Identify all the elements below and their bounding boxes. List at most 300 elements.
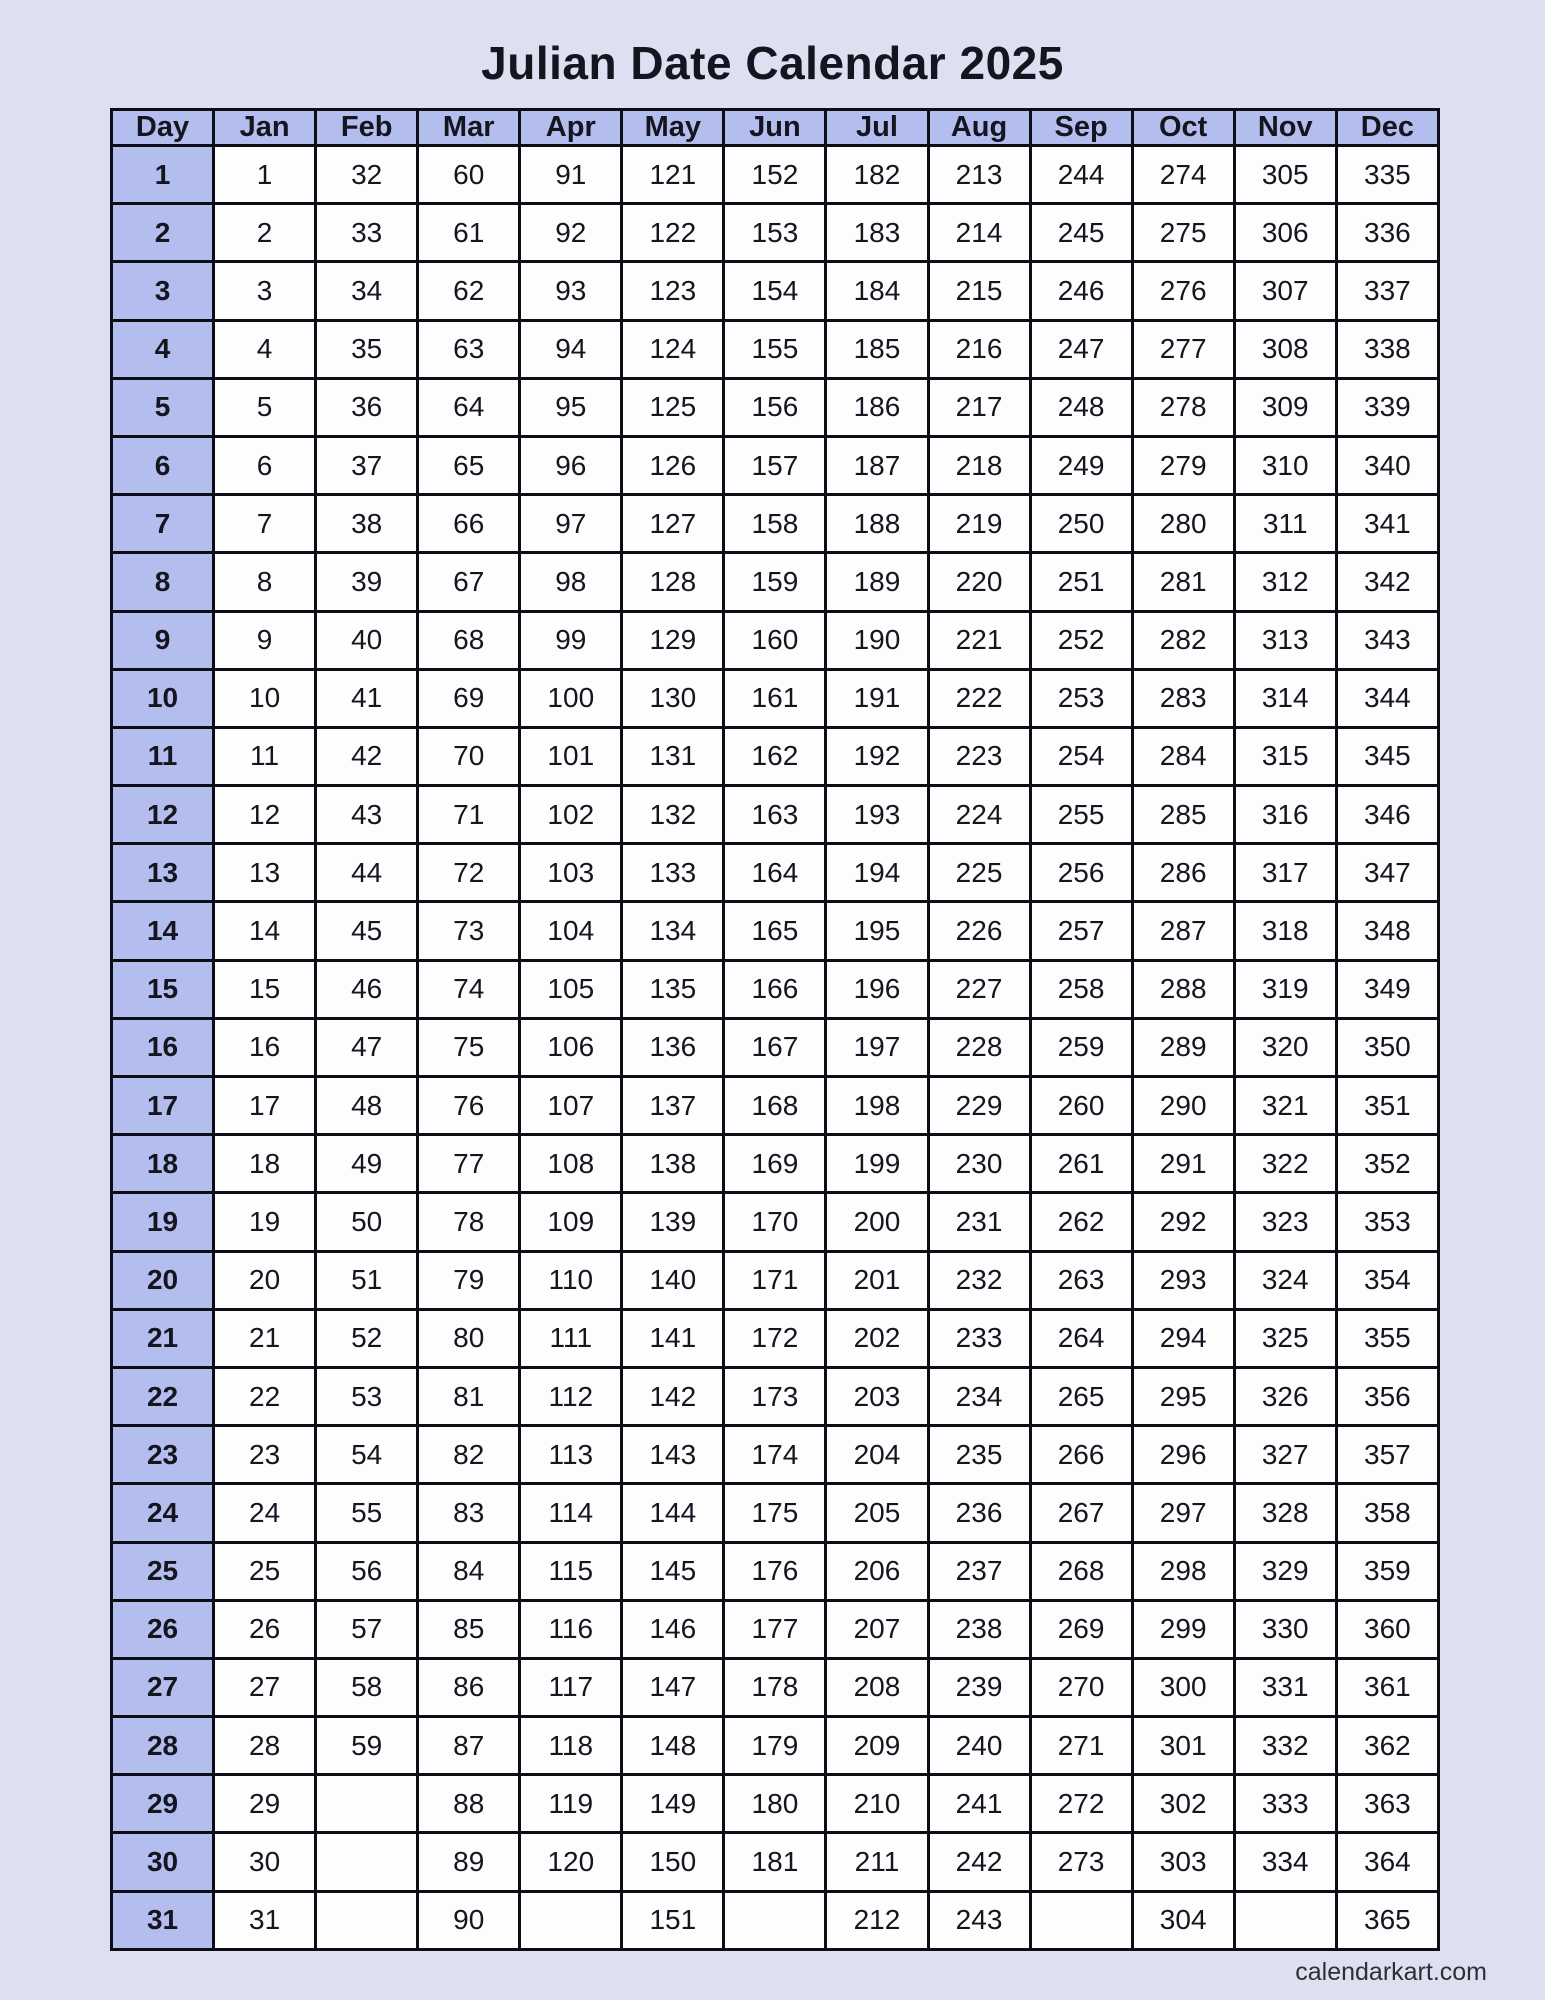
julian-date-cell: 213: [928, 146, 1030, 204]
day-cell: 12: [112, 786, 214, 844]
julian-date-cell: 159: [724, 553, 826, 611]
table-row: [112, 1193, 1439, 1251]
table-row: [112, 436, 1439, 494]
column-header-nov: Nov: [1234, 110, 1336, 146]
julian-date-cell: 194: [826, 844, 928, 902]
julian-date-cell: 61: [418, 204, 520, 262]
julian-date-cell: 291: [1132, 1135, 1234, 1193]
column-header-dec: Dec: [1336, 110, 1438, 146]
julian-date-cell: 337: [1336, 262, 1438, 320]
julian-date-cell: 302: [1132, 1775, 1234, 1833]
column-header-jul: Jul: [826, 110, 928, 146]
julian-date-cell: 263: [1030, 1251, 1132, 1309]
julian-date-cell: 227: [928, 960, 1030, 1018]
julian-date-cell: 161: [724, 669, 826, 727]
julian-date-cell: 353: [1336, 1193, 1438, 1251]
julian-date-cell: 78: [418, 1193, 520, 1251]
julian-date-cell: 177: [724, 1600, 826, 1658]
julian-date-cell: 325: [1234, 1309, 1336, 1367]
day-cell: 20: [112, 1251, 214, 1309]
julian-date-cell: 351: [1336, 1077, 1438, 1135]
julian-date-cell: 79: [418, 1251, 520, 1309]
julian-date-cell: 96: [520, 436, 622, 494]
julian-date-cell: 188: [826, 495, 928, 553]
julian-date-cell: 192: [826, 727, 928, 785]
julian-date-cell: 42: [316, 727, 418, 785]
julian-date-cell: 339: [1336, 378, 1438, 436]
julian-date-cell: 22: [214, 1367, 316, 1425]
julian-date-cell: 167: [724, 1018, 826, 1076]
julian-date-cell: 180: [724, 1775, 826, 1833]
julian-date-cell: 225: [928, 844, 1030, 902]
julian-date-cell: 223: [928, 727, 1030, 785]
julian-date-cell: 181: [724, 1833, 826, 1891]
julian-date-cell: 89: [418, 1833, 520, 1891]
julian-date-cell: 9: [214, 611, 316, 669]
julian-date-cell: 115: [520, 1542, 622, 1600]
julian-date-cell: 147: [622, 1658, 724, 1716]
julian-date-cell: 132: [622, 786, 724, 844]
julian-date-cell: 165: [724, 902, 826, 960]
julian-date-cell: 361: [1336, 1658, 1438, 1716]
julian-date-cell: 207: [826, 1600, 928, 1658]
julian-date-cell: 356: [1336, 1367, 1438, 1425]
julian-date-cell: 103: [520, 844, 622, 902]
julian-date-cell: 82: [418, 1426, 520, 1484]
julian-date-cell: 208: [826, 1658, 928, 1716]
julian-date-cell: 44: [316, 844, 418, 902]
julian-date-cell: 14: [214, 902, 316, 960]
julian-date-cell: 125: [622, 378, 724, 436]
julian-date-cell: 105: [520, 960, 622, 1018]
julian-date-cell: 280: [1132, 495, 1234, 553]
julian-date-cell: 335: [1336, 146, 1438, 204]
julian-date-cell: 173: [724, 1367, 826, 1425]
julian-date-cell: 243: [928, 1891, 1030, 1949]
julian-date-cell: 336: [1336, 204, 1438, 262]
julian-date-cell: 314: [1234, 669, 1336, 727]
julian-date-cell: 264: [1030, 1309, 1132, 1367]
julian-date-cell: 66: [418, 495, 520, 553]
julian-date-cell: 174: [724, 1426, 826, 1484]
julian-date-cell: 230: [928, 1135, 1030, 1193]
julian-date-cell: 195: [826, 902, 928, 960]
julian-date-cell: 260: [1030, 1077, 1132, 1135]
julian-date-cell: 342: [1336, 553, 1438, 611]
julian-date-cell: 168: [724, 1077, 826, 1135]
julian-date-cell: 334: [1234, 1833, 1336, 1891]
julian-date-cell: 205: [826, 1484, 928, 1542]
julian-date-cell: 143: [622, 1426, 724, 1484]
julian-date-cell: 95: [520, 378, 622, 436]
table-row: [112, 262, 1439, 320]
julian-date-cell: 290: [1132, 1077, 1234, 1135]
julian-date-cell: 258: [1030, 960, 1132, 1018]
julian-date-cell: 306: [1234, 204, 1336, 262]
table-row: [112, 1542, 1439, 1600]
julian-date-cell: 138: [622, 1135, 724, 1193]
julian-date-cell: 216: [928, 320, 1030, 378]
julian-date-cell: 102: [520, 786, 622, 844]
julian-date-cell: 350: [1336, 1018, 1438, 1076]
julian-date-cell: 94: [520, 320, 622, 378]
julian-date-cell: 193: [826, 786, 928, 844]
julian-date-cell: 151: [622, 1891, 724, 1949]
julian-date-cell: 197: [826, 1018, 928, 1076]
julian-date-cell: 56: [316, 1542, 418, 1600]
day-cell: 6: [112, 436, 214, 494]
julian-date-cell: 271: [1030, 1717, 1132, 1775]
day-cell: 29: [112, 1775, 214, 1833]
julian-date-cell: 128: [622, 553, 724, 611]
julian-date-cell: 171: [724, 1251, 826, 1309]
julian-date-cell: 60: [418, 146, 520, 204]
julian-date-cell: 36: [316, 378, 418, 436]
julian-date-cell: 170: [724, 1193, 826, 1251]
column-header-aug: Aug: [928, 110, 1030, 146]
julian-date-cell: 75: [418, 1018, 520, 1076]
julian-date-cell: 86: [418, 1658, 520, 1716]
day-cell: 14: [112, 902, 214, 960]
julian-date-cell: 249: [1030, 436, 1132, 494]
table-row: [112, 727, 1439, 785]
julian-date-cell: 231: [928, 1193, 1030, 1251]
julian-date-cell: 3: [214, 262, 316, 320]
julian-date-cell: 338: [1336, 320, 1438, 378]
julian-date-cell: 267: [1030, 1484, 1132, 1542]
table-header: [112, 110, 1439, 146]
day-cell: 9: [112, 611, 214, 669]
julian-date-cell: 286: [1132, 844, 1234, 902]
julian-date-cell: 88: [418, 1775, 520, 1833]
julian-date-cell: 310: [1234, 436, 1336, 494]
table-row: [112, 1658, 1439, 1716]
julian-date-cell: 344: [1336, 669, 1438, 727]
julian-date-cell: 319: [1234, 960, 1336, 1018]
julian-date-cell: 185: [826, 320, 928, 378]
julian-date-cell: 49: [316, 1135, 418, 1193]
day-cell: 2: [112, 204, 214, 262]
julian-date-cell: 179: [724, 1717, 826, 1775]
julian-date-cell: 141: [622, 1309, 724, 1367]
table-row: [112, 146, 1439, 204]
julian-date-cell: 183: [826, 204, 928, 262]
julian-date-cell: 131: [622, 727, 724, 785]
julian-date-cell: 214: [928, 204, 1030, 262]
julian-date-cell: 359: [1336, 1542, 1438, 1600]
julian-date-cell: 71: [418, 786, 520, 844]
julian-date-cell: 218: [928, 436, 1030, 494]
julian-date-cell: 299: [1132, 1600, 1234, 1658]
julian-date-cell: 321: [1234, 1077, 1336, 1135]
julian-date-cell: 21: [214, 1309, 316, 1367]
julian-date-cell: 317: [1234, 844, 1336, 902]
julian-date-cell: 226: [928, 902, 1030, 960]
julian-date-cell: 70: [418, 727, 520, 785]
day-cell: 7: [112, 495, 214, 553]
julian-date-cell: 320: [1234, 1018, 1336, 1076]
day-cell: 16: [112, 1018, 214, 1076]
julian-date-cell: 160: [724, 611, 826, 669]
table-row: [112, 669, 1439, 727]
julian-date-cell: [316, 1833, 418, 1891]
julian-date-cell: 211: [826, 1833, 928, 1891]
julian-date-cell: 246: [1030, 262, 1132, 320]
julian-date-cell: [1030, 1891, 1132, 1949]
julian-date-cell: 154: [724, 262, 826, 320]
julian-date-cell: 69: [418, 669, 520, 727]
julian-date-cell: 253: [1030, 669, 1132, 727]
julian-date-cell: 34: [316, 262, 418, 320]
julian-date-cell: 272: [1030, 1775, 1132, 1833]
julian-date-cell: [1234, 1891, 1336, 1949]
julian-date-cell: 38: [316, 495, 418, 553]
julian-date-cell: [316, 1775, 418, 1833]
julian-date-cell: 123: [622, 262, 724, 320]
julian-date-cell: 126: [622, 436, 724, 494]
julian-date-cell: 146: [622, 1600, 724, 1658]
julian-date-cell: 130: [622, 669, 724, 727]
julian-date-cell: 122: [622, 204, 724, 262]
julian-date-cell: 184: [826, 262, 928, 320]
table-body: [112, 146, 1439, 1950]
julian-date-cell: 62: [418, 262, 520, 320]
julian-date-cell: 142: [622, 1367, 724, 1425]
julian-date-cell: 289: [1132, 1018, 1234, 1076]
day-cell: 19: [112, 1193, 214, 1251]
julian-date-cell: 178: [724, 1658, 826, 1716]
table-row: [112, 1251, 1439, 1309]
julian-date-cell: 33: [316, 204, 418, 262]
julian-date-cell: 101: [520, 727, 622, 785]
julian-date-cell: 39: [316, 553, 418, 611]
table-row: [112, 553, 1439, 611]
julian-date-cell: 245: [1030, 204, 1132, 262]
julian-date-cell: 149: [622, 1775, 724, 1833]
julian-date-cell: 107: [520, 1077, 622, 1135]
julian-date-cell: 294: [1132, 1309, 1234, 1367]
julian-date-cell: 30: [214, 1833, 316, 1891]
julian-date-cell: 187: [826, 436, 928, 494]
table-row: [112, 1484, 1439, 1542]
column-header-jun: Jun: [724, 110, 826, 146]
julian-date-cell: 172: [724, 1309, 826, 1367]
table-row: [112, 1309, 1439, 1367]
julian-date-cell: 121: [622, 146, 724, 204]
julian-date-cell: 326: [1234, 1367, 1336, 1425]
julian-date-cell: 5: [214, 378, 316, 436]
julian-date-cell: 327: [1234, 1426, 1336, 1484]
julian-date-cell: 360: [1336, 1600, 1438, 1658]
day-cell: 17: [112, 1077, 214, 1135]
julian-date-cell: 52: [316, 1309, 418, 1367]
day-cell: 24: [112, 1484, 214, 1542]
day-cell: 3: [112, 262, 214, 320]
julian-date-cell: 228: [928, 1018, 1030, 1076]
julian-date-cell: 100: [520, 669, 622, 727]
julian-date-cell: 238: [928, 1600, 1030, 1658]
column-header-apr: Apr: [520, 110, 622, 146]
julian-date-cell: 252: [1030, 611, 1132, 669]
julian-date-cell: 182: [826, 146, 928, 204]
julian-date-cell: 313: [1234, 611, 1336, 669]
day-cell: 28: [112, 1717, 214, 1775]
julian-date-cell: 26: [214, 1600, 316, 1658]
julian-date-cell: 25: [214, 1542, 316, 1600]
julian-date-cell: 124: [622, 320, 724, 378]
julian-date-cell: 7: [214, 495, 316, 553]
julian-date-cell: 41: [316, 669, 418, 727]
day-cell: 21: [112, 1309, 214, 1367]
julian-date-cell: 256: [1030, 844, 1132, 902]
julian-date-cell: 309: [1234, 378, 1336, 436]
julian-date-cell: 140: [622, 1251, 724, 1309]
day-cell: 30: [112, 1833, 214, 1891]
julian-date-cell: 156: [724, 378, 826, 436]
julian-date-cell: 136: [622, 1018, 724, 1076]
julian-date-cell: 117: [520, 1658, 622, 1716]
julian-date-cell: 296: [1132, 1426, 1234, 1484]
julian-date-cell: 158: [724, 495, 826, 553]
julian-date-cell: 118: [520, 1717, 622, 1775]
julian-date-cell: 324: [1234, 1251, 1336, 1309]
table-row: [112, 1600, 1439, 1658]
julian-date-cell: 176: [724, 1542, 826, 1600]
julian-date-cell: 300: [1132, 1658, 1234, 1716]
julian-date-cell: 153: [724, 204, 826, 262]
julian-date-cell: 217: [928, 378, 1030, 436]
table-row: [112, 1717, 1439, 1775]
julian-date-cell: 189: [826, 553, 928, 611]
julian-date-cell: 288: [1132, 960, 1234, 1018]
day-cell: 31: [112, 1891, 214, 1949]
table-row: [112, 1426, 1439, 1484]
julian-date-cell: 114: [520, 1484, 622, 1542]
julian-date-cell: 241: [928, 1775, 1030, 1833]
column-header-jan: Jan: [214, 110, 316, 146]
julian-date-cell: 145: [622, 1542, 724, 1600]
julian-date-cell: 85: [418, 1600, 520, 1658]
julian-date-cell: 133: [622, 844, 724, 902]
julian-date-cell: 28: [214, 1717, 316, 1775]
julian-date-cell: 164: [724, 844, 826, 902]
julian-date-cell: 116: [520, 1600, 622, 1658]
julian-date-cell: 4: [214, 320, 316, 378]
julian-date-cell: 166: [724, 960, 826, 1018]
julian-date-cell: 46: [316, 960, 418, 1018]
julian-date-cell: 27: [214, 1658, 316, 1716]
julian-date-cell: 364: [1336, 1833, 1438, 1891]
julian-date-cell: 209: [826, 1717, 928, 1775]
table-row: [112, 1367, 1439, 1425]
table-row: [112, 786, 1439, 844]
day-cell: 22: [112, 1367, 214, 1425]
julian-date-cell: 91: [520, 146, 622, 204]
julian-date-cell: 311: [1234, 495, 1336, 553]
julian-date-cell: 83: [418, 1484, 520, 1542]
julian-date-cell: 90: [418, 1891, 520, 1949]
julian-date-cell: 293: [1132, 1251, 1234, 1309]
julian-date-cell: 1: [214, 146, 316, 204]
julian-date-cell: 244: [1030, 146, 1132, 204]
table-row: [112, 960, 1439, 1018]
column-header-feb: Feb: [316, 110, 418, 146]
julian-date-cell: 97: [520, 495, 622, 553]
table-row: [112, 1018, 1439, 1076]
julian-date-cell: [724, 1891, 826, 1949]
julian-date-cell: 206: [826, 1542, 928, 1600]
julian-date-cell: 53: [316, 1367, 418, 1425]
julian-date-cell: 273: [1030, 1833, 1132, 1891]
julian-date-cell: 139: [622, 1193, 724, 1251]
day-cell: 23: [112, 1426, 214, 1484]
julian-date-cell: 152: [724, 146, 826, 204]
julian-date-cell: 58: [316, 1658, 418, 1716]
julian-date-cell: 220: [928, 553, 1030, 611]
julian-date-cell: 98: [520, 553, 622, 611]
julian-date-cell: 204: [826, 1426, 928, 1484]
julian-date-cell: 37: [316, 436, 418, 494]
julian-date-cell: 278: [1132, 378, 1234, 436]
julian-date-cell: 354: [1336, 1251, 1438, 1309]
julian-date-cell: 74: [418, 960, 520, 1018]
julian-date-cell: 111: [520, 1309, 622, 1367]
julian-date-cell: 312: [1234, 553, 1336, 611]
julian-date-cell: 51: [316, 1251, 418, 1309]
julian-date-cell: 265: [1030, 1367, 1132, 1425]
julian-date-cell: 279: [1132, 436, 1234, 494]
julian-date-cell: 135: [622, 960, 724, 1018]
julian-date-cell: 81: [418, 1367, 520, 1425]
julian-date-cell: 355: [1336, 1309, 1438, 1367]
julian-date-cell: 212: [826, 1891, 928, 1949]
table-row: [112, 495, 1439, 553]
julian-date-cell: 19: [214, 1193, 316, 1251]
julian-date-cell: 323: [1234, 1193, 1336, 1251]
julian-date-cell: 108: [520, 1135, 622, 1193]
julian-date-cell: 307: [1234, 262, 1336, 320]
julian-date-cell: 63: [418, 320, 520, 378]
julian-date-cell: 266: [1030, 1426, 1132, 1484]
julian-date-cell: 224: [928, 786, 1030, 844]
julian-date-cell: 240: [928, 1717, 1030, 1775]
julian-date-cell: 233: [928, 1309, 1030, 1367]
julian-date-cell: 110: [520, 1251, 622, 1309]
julian-date-cell: 340: [1336, 436, 1438, 494]
julian-date-cell: 57: [316, 1600, 418, 1658]
julian-date-cell: 201: [826, 1251, 928, 1309]
julian-date-cell: 59: [316, 1717, 418, 1775]
julian-date-cell: 104: [520, 902, 622, 960]
julian-date-cell: 150: [622, 1833, 724, 1891]
julian-date-cell: 31: [214, 1891, 316, 1949]
julian-date-cell: 68: [418, 611, 520, 669]
julian-date-cell: 169: [724, 1135, 826, 1193]
julian-date-cell: 196: [826, 960, 928, 1018]
julian-date-cell: [520, 1891, 622, 1949]
julian-date-cell: 106: [520, 1018, 622, 1076]
julian-date-cell: 215: [928, 262, 1030, 320]
footer-credit: calendarkart.com: [1295, 1958, 1487, 1986]
table-row: [112, 1775, 1439, 1833]
julian-date-cell: 65: [418, 436, 520, 494]
day-cell: 27: [112, 1658, 214, 1716]
julian-date-cell: 285: [1132, 786, 1234, 844]
julian-date-cell: [316, 1891, 418, 1949]
julian-date-cell: 303: [1132, 1833, 1234, 1891]
julian-date-cell: 47: [316, 1018, 418, 1076]
julian-date-cell: 221: [928, 611, 1030, 669]
